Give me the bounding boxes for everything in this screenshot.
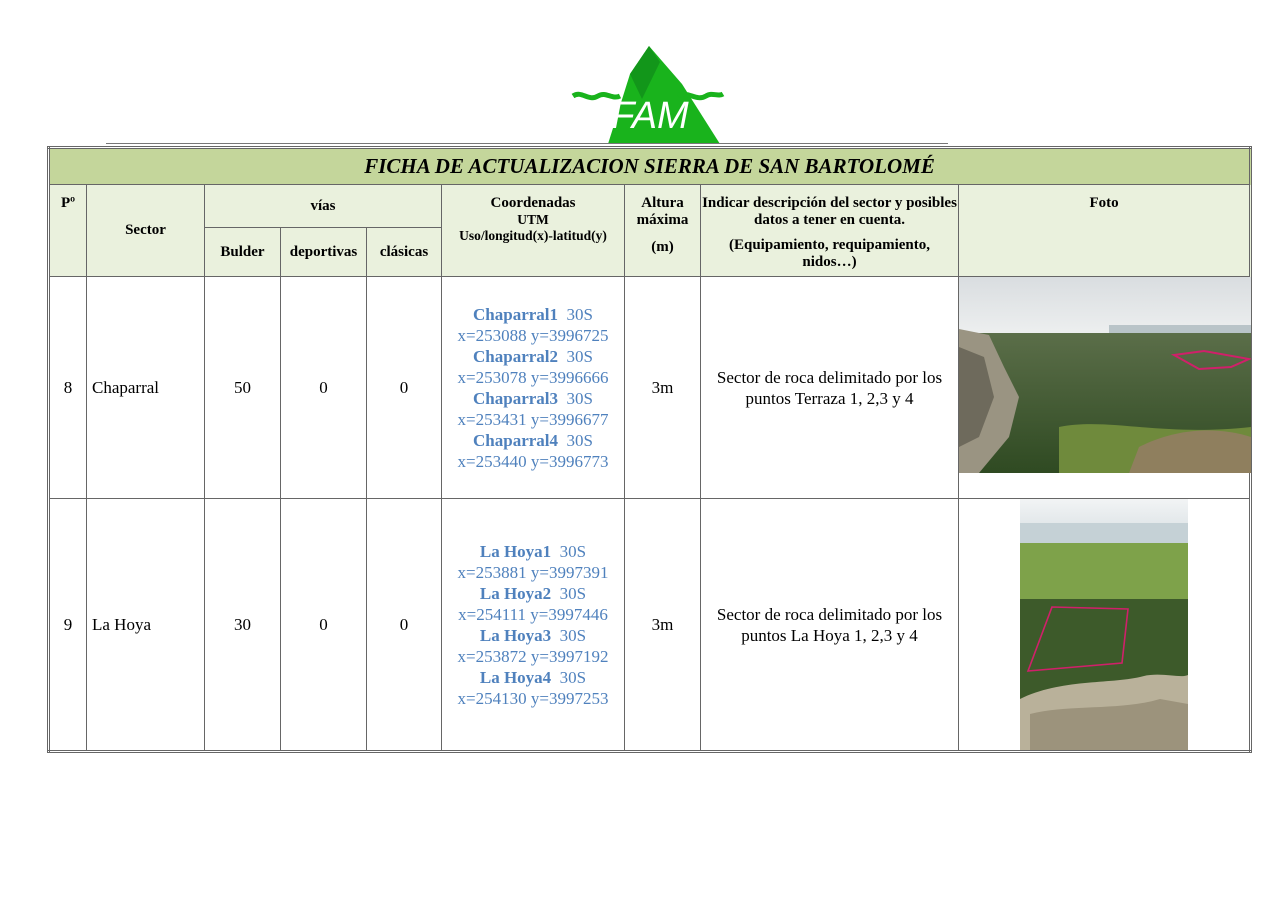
cell-po: 9 [49,499,87,752]
sheet-title: FICHA DE ACTUALIZACION SIERRA DE SAN BARTOLOMÉ [49,148,1251,185]
coord-point: La Hoya1 30S [479,541,587,561]
photo-sea [1020,523,1188,545]
cell-coordenadas [442,499,625,752]
cell-altura: 3m [625,499,701,752]
cell-deportivas: 0 [281,499,367,752]
col-vias: vías [205,185,442,228]
coord-point: La Hoya2 30S [479,583,587,603]
coord-point: Chaparral1 30S [473,304,593,324]
coord-xy: x=253872 y=3997192 [457,646,609,666]
cell-sector: La Hoya [87,499,205,752]
cell-deportivas: 0 [281,277,367,499]
col-altura [625,185,701,277]
coord-point: Chaparral4 30S [473,430,593,450]
coord-xy: x=253078 y=3996666 [457,367,609,387]
cell-foto [959,277,1251,499]
coords-sub: Uso/longitud(x)-latitud(y) [459,228,607,243]
cell-sector: Chaparral [87,277,205,499]
coord-xy: x=253440 y=3996773 [457,451,609,471]
col-sector: Sector [87,185,205,277]
cell-foto [959,499,1251,752]
chaparral-photo [959,277,1251,473]
coords-title: Coordenadas [490,195,576,211]
coord-point: La Hoya3 30S [479,625,587,645]
cell-clasicas: 0 [367,499,442,752]
col-clasicas: clásicas [367,228,442,277]
update-sheet-table [47,146,1252,753]
col-foto: Foto [959,185,1251,277]
col-descripcion [701,185,959,277]
cell-coordenadas [442,277,625,499]
cell-altura: 3m [625,277,701,499]
cell-clasicas: 0 [367,277,442,499]
coord-xy: x=253881 y=3997391 [457,562,609,582]
coord-point: Chaparral2 30S [473,346,593,366]
coord-point: La Hoya4 30S [479,667,587,687]
coord-xy: x=254111 y=3997446 [458,604,608,624]
coord-point: Chaparral3 30S [473,388,593,408]
col-bulder: Bulder [205,228,281,277]
coord-xy: x=254130 y=3997253 [457,688,609,708]
col-deportivas: deportivas [281,228,367,277]
altura-label: Altura máxima [636,195,689,228]
photo-fields [1020,543,1188,603]
col-coordenadas [442,185,625,277]
desc-line1: Indicar descripción del sector y posibles datos a tener en cuenta. [702,195,957,228]
coords-utm: UTM [517,212,549,227]
table-row [49,499,1251,752]
fam-logo [570,44,726,148]
logo-text: FAM [611,95,689,137]
cell-bulder: 30 [205,499,281,752]
cell-descripcion: Sector de roca delimitado por los puntos La Hoya 1, 2,3 y 4 [701,499,959,752]
desc-line2: (Equipamiento, requipamiento, nidos…) [729,237,930,270]
la-hoya-photo [1020,499,1188,750]
coord-xy: x=253431 y=3996677 [457,409,609,429]
coord-xy: x=253088 y=3996725 [457,325,609,345]
altura-unit: (m) [651,239,674,255]
col-po: Pº [49,185,87,277]
cell-bulder: 50 [205,277,281,499]
header-rule [106,143,948,144]
cell-po: 8 [49,277,87,499]
cell-descripcion: Sector de roca delimitado por los puntos Terraza 1, 2,3 y 4 [701,277,959,499]
table-row [49,277,1251,499]
